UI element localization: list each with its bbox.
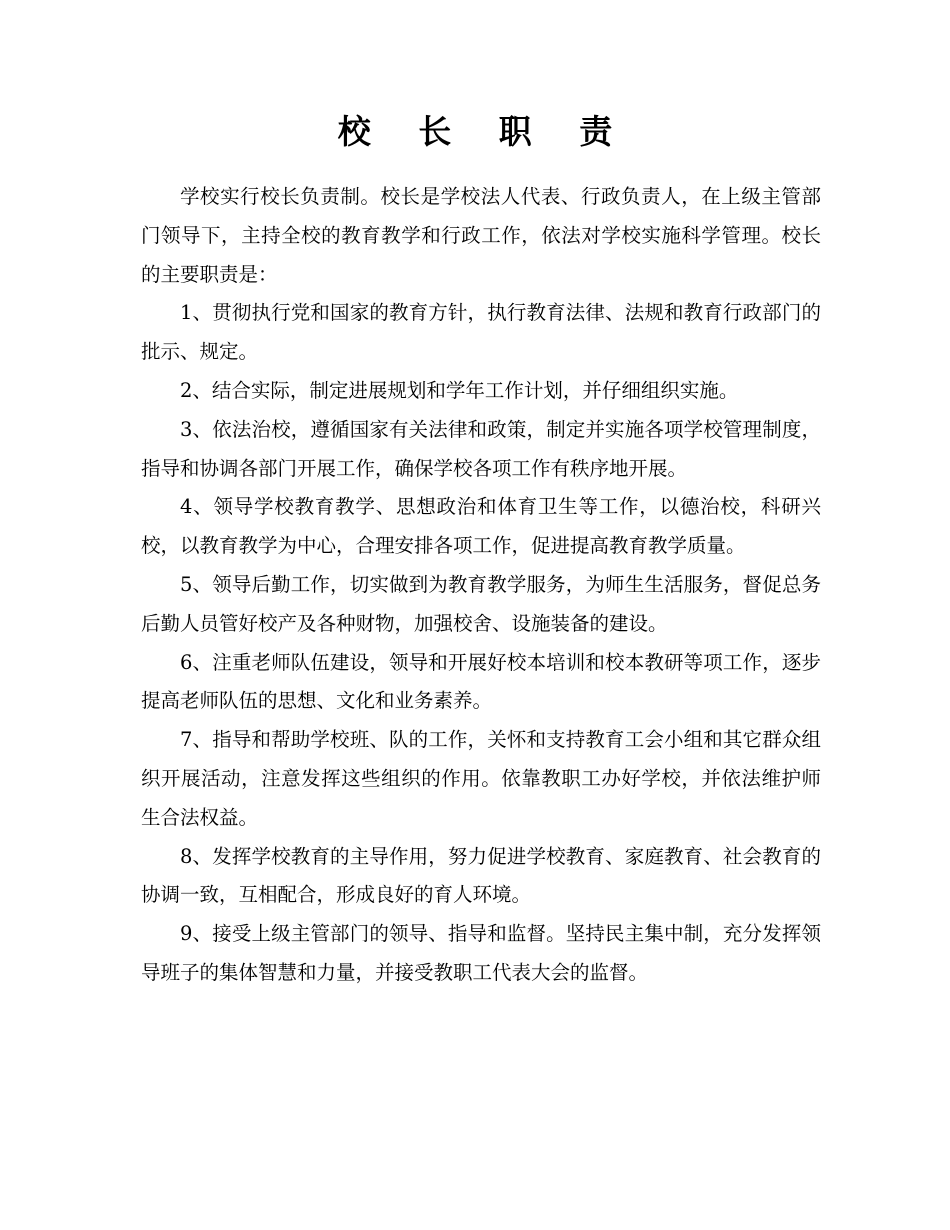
document-body [141,178,821,993]
duty-item-7: 7、指导和帮助学校班、队的工作，关怀和支持教育工会小组和其它群众组织开展活动，注意发挥这些组织的作用。依靠教职工办好学校，并依法维护师生合法权益。 [141,728,821,829]
duty-item-3: 3、依法治校，遵循国家有关法律和政策，制定并实施各项学校管理制度，指导和协调各部门开展工作，确保学校各项工作有秩序地开展。 [141,417,821,480]
duty-item-9: 9、接受上级主管部门的领导、指导和监督。坚持民主集中制，充分发挥领导班子的集体智慧和力量，并接受教职工代表大会的监督。 [141,922,821,984]
duty-item-8: 8、发挥学校教育的主导作用，努力促进学校教育、家庭教育、社会教育的协调一致，互相配合，形成良好的育人环境。 [141,844,821,907]
duty-item-6: 6、注重老师队伍建设，领导和开展好校本培训和校本教研等项工作，逐步提高老师队伍的思想、文化和业务素养。 [141,650,821,713]
duty-item-5: 5、领导后勤工作，切实做到为教育教学服务，为师生生活服务，督促总务后勤人员管好校产及各种财物，加强校舍、设施装备的建设。 [141,572,821,635]
intro-paragraph: 学校实行校长负责制。校长是学校法人代表、行政负责人，在上级主管部门领导下，主持全校的教育教学和行政工作，依法对学校实施科学管理。校长的主要职责是： [141,185,821,286]
duty-item-1: 1、贯彻执行党和国家的教育方针，执行教育法律、法规和教育行政部门的批示、规定。 [141,301,821,364]
duty-item-2: 2、结合实际，制定进展规划和学年工作计划，并仔细组织实施。 [180,378,739,402]
document-title: 校 长 职 责 [337,112,631,151]
duty-item-4: 4、领导学校教育教学、思想政治和体育卫生等工作，以德治校，科研兴校，以教育教学为中心，合理安排各项工作，促进提高教育教学质量。 [141,495,821,558]
